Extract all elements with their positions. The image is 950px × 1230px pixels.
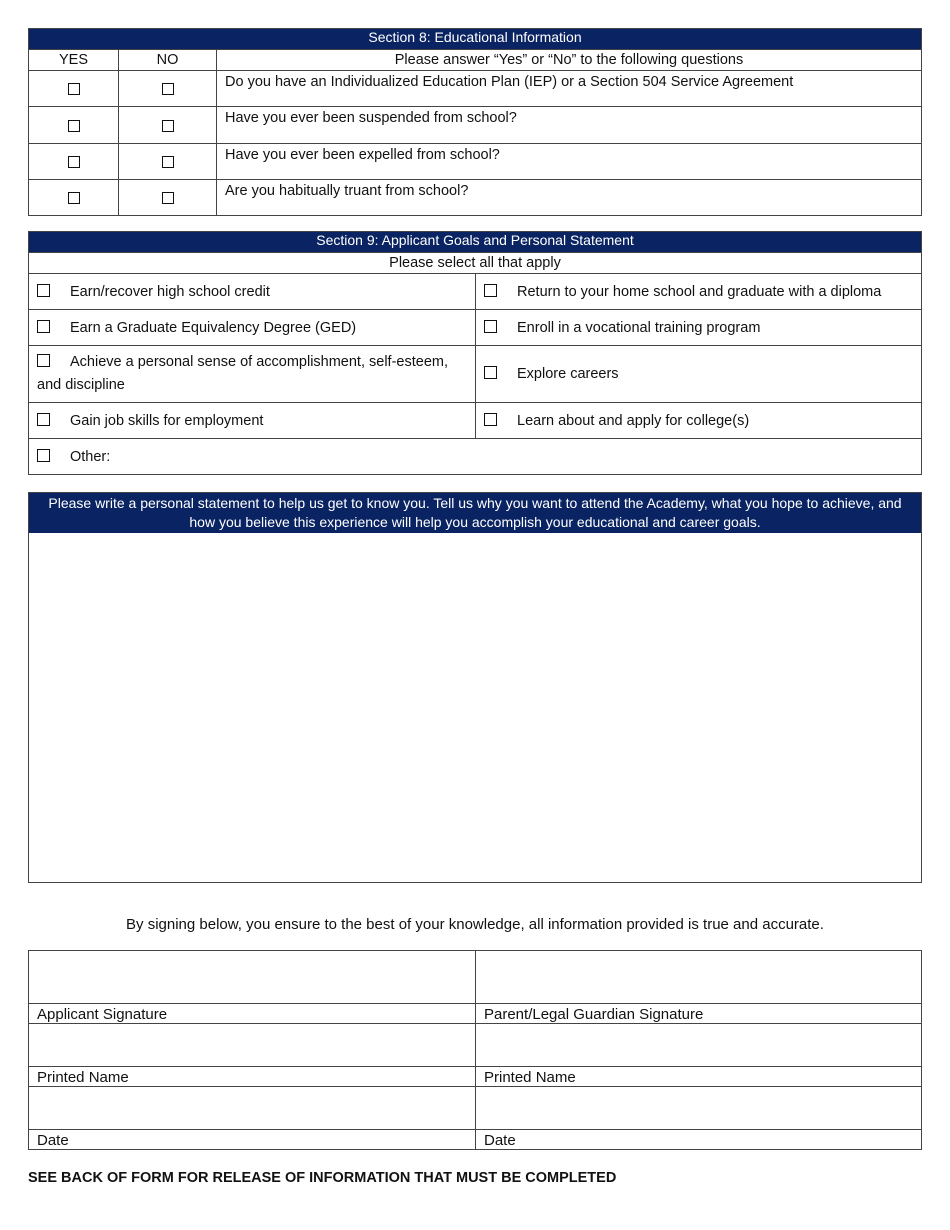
guardian-date-field[interactable] bbox=[476, 1087, 922, 1130]
signature-table bbox=[28, 950, 922, 1150]
goal-item[interactable] bbox=[476, 346, 922, 403]
goal-other-checkbox[interactable] bbox=[37, 449, 50, 462]
goal-label: Learn about and apply for college(s) bbox=[517, 412, 750, 429]
guardian-date-label: Date bbox=[476, 1130, 922, 1150]
goal-label: Earn a Graduate Equivalency Degree (GED) bbox=[70, 319, 357, 336]
goal-college-checkbox[interactable] bbox=[484, 413, 497, 426]
yes-column-header: YES bbox=[29, 50, 119, 71]
goal-careers-checkbox[interactable] bbox=[484, 366, 497, 379]
no-column-header: NO bbox=[119, 50, 217, 71]
signing-notice: By signing below, you ensure to the best of your knowledge, all information provided is true and accurate. bbox=[126, 916, 824, 933]
applicant-date-field[interactable] bbox=[29, 1087, 476, 1130]
goal-item[interactable] bbox=[29, 403, 476, 439]
applicant-printed-name-field[interactable] bbox=[29, 1024, 476, 1067]
question-expelled: Have you ever been expelled from school? bbox=[217, 144, 922, 180]
instructions-header: Please answer “Yes” or “No” to the following questions bbox=[217, 50, 922, 71]
expelled-no-checkbox[interactable] bbox=[162, 156, 174, 168]
section9-title: Section 9: Applicant Goals and Personal Statement bbox=[29, 232, 922, 253]
goal-label: Other: bbox=[70, 448, 111, 465]
applicant-signature-label: Applicant Signature bbox=[29, 1004, 476, 1024]
goal-vocational-checkbox[interactable] bbox=[484, 320, 497, 333]
question-truant: Are you habitually truant from school? bbox=[217, 180, 922, 216]
goal-label: Gain job skills for employment bbox=[70, 412, 264, 429]
personal-statement-prompt: Please write a personal statement to help us get to know you. Tell us why you want to attend the Academy, what you hope to achieve, and how you believe this experience will help you accomplish your educational and career goals. bbox=[29, 493, 921, 533]
goal-credit-checkbox[interactable] bbox=[37, 284, 50, 297]
guardian-signature-label: Parent/Legal Guardian Signature bbox=[476, 1004, 922, 1024]
applicant-printed-name-label: Printed Name bbox=[29, 1067, 476, 1087]
iep-no-checkbox[interactable] bbox=[162, 83, 174, 95]
goal-ged-checkbox[interactable] bbox=[37, 320, 50, 333]
iep-yes-checkbox[interactable] bbox=[68, 83, 80, 95]
question-iep: Do you have an Individualized Education Plan (IEP) or a Section 504 Service Agreement bbox=[217, 71, 922, 107]
goal-item[interactable] bbox=[476, 310, 922, 346]
section8-table bbox=[28, 28, 922, 216]
applicant-date-label: Date bbox=[29, 1130, 476, 1150]
goal-home-school-checkbox[interactable] bbox=[484, 284, 497, 297]
goal-label: Achieve a personal sense of accomplishment, self-esteem, and discipline bbox=[37, 354, 448, 393]
truant-yes-checkbox[interactable] bbox=[68, 192, 80, 204]
goal-item[interactable] bbox=[29, 439, 922, 475]
goal-accomplishment-checkbox[interactable] bbox=[37, 354, 50, 367]
section9-subtitle: Please select all that apply bbox=[29, 253, 922, 274]
expelled-yes-checkbox[interactable] bbox=[68, 156, 80, 168]
question-suspended: Have you ever been suspended from school? bbox=[217, 107, 922, 144]
section9-table bbox=[28, 231, 922, 475]
goal-item[interactable] bbox=[476, 274, 922, 310]
personal-statement-textarea[interactable] bbox=[29, 533, 921, 882]
guardian-printed-name-field[interactable] bbox=[476, 1024, 922, 1067]
truant-no-checkbox[interactable] bbox=[162, 192, 174, 204]
guardian-signature-field[interactable] bbox=[476, 951, 922, 1004]
goal-label: Explore careers bbox=[517, 366, 619, 382]
goal-label: Return to your home school and graduate with a diploma bbox=[517, 283, 882, 300]
suspended-no-checkbox[interactable] bbox=[162, 120, 174, 132]
section8-title: Section 8: Educational Information bbox=[29, 29, 922, 50]
personal-statement-box bbox=[28, 492, 922, 883]
goal-label: Enroll in a vocational training program bbox=[517, 319, 761, 336]
goal-job-skills-checkbox[interactable] bbox=[37, 413, 50, 426]
footer-note: SEE BACK OF FORM FOR RELEASE OF INFORMATION THAT MUST BE COMPLETED bbox=[28, 1170, 617, 1186]
guardian-printed-name-label: Printed Name bbox=[476, 1067, 922, 1087]
applicant-signature-field[interactable] bbox=[29, 951, 476, 1004]
goal-item[interactable] bbox=[29, 310, 476, 346]
suspended-yes-checkbox[interactable] bbox=[68, 120, 80, 132]
goal-label: Earn/recover high school credit bbox=[70, 283, 270, 300]
goal-item[interactable] bbox=[476, 403, 922, 439]
goal-item[interactable] bbox=[29, 274, 476, 310]
goal-item[interactable] bbox=[29, 346, 476, 403]
